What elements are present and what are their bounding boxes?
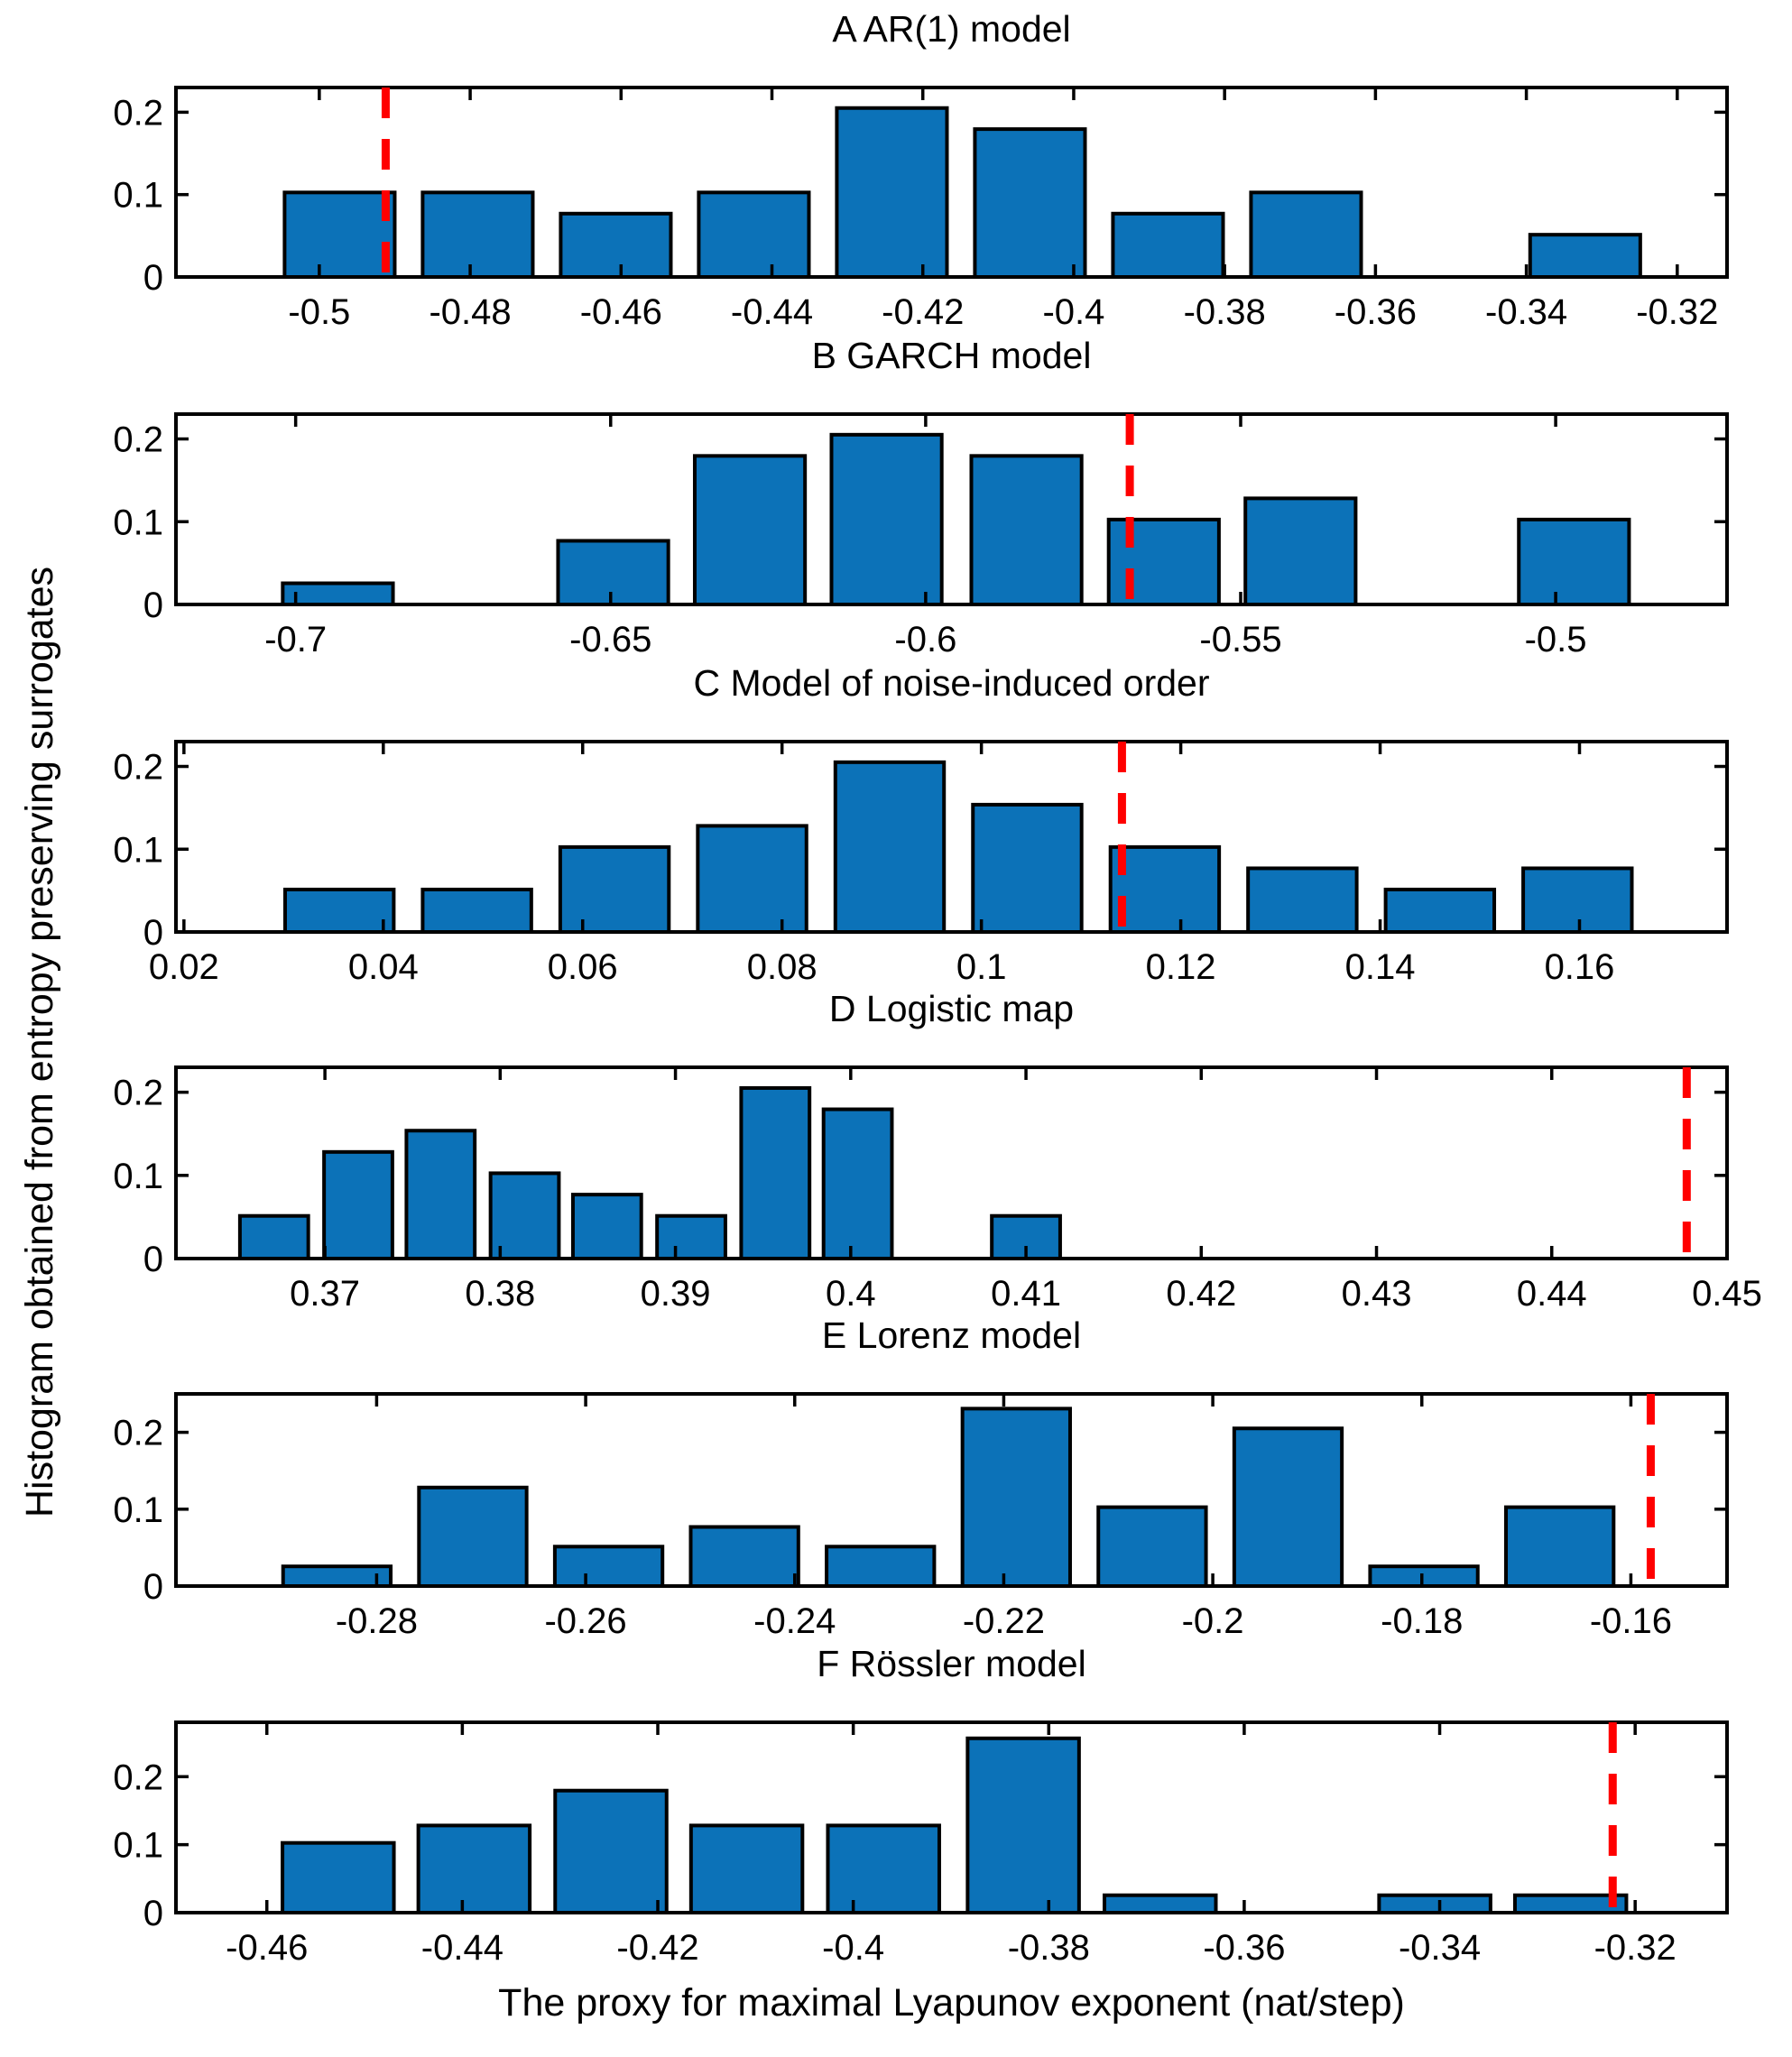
histogram-bar xyxy=(1104,1896,1215,1913)
histogram-bar xyxy=(971,456,1081,604)
x-tick-label: -0.5 xyxy=(1524,620,1587,660)
x-tick-label: -0.32 xyxy=(1636,292,1719,332)
subplot-b-title: B GARCH model xyxy=(811,335,1092,376)
y-tick-label: 0 xyxy=(143,1894,163,1933)
x-tick-label: -0.46 xyxy=(579,292,662,332)
subplot-d xyxy=(113,1067,1762,1314)
histogram-bars xyxy=(282,435,1629,604)
histogram-bar xyxy=(419,1825,530,1913)
histogram-bar xyxy=(698,192,808,277)
y-tick-label: 0.1 xyxy=(113,830,163,871)
histogram-bar xyxy=(1530,235,1640,277)
histogram-bar xyxy=(831,435,941,604)
x-tick-label: 0.14 xyxy=(1344,947,1416,987)
y-tick-label: 0 xyxy=(143,913,163,953)
histogram-bar xyxy=(560,214,670,277)
x-tick-label: 0.06 xyxy=(547,947,618,987)
histogram-bar xyxy=(283,1566,391,1586)
x-axis-label: The proxy for maximal Lyapunov exponent (nat/step) xyxy=(498,1981,1405,2025)
subplot-f-title: F Rössler model xyxy=(817,1643,1086,1684)
subplot-a-title: A AR(1) model xyxy=(832,8,1071,50)
histogram-bars xyxy=(282,1739,1626,1913)
histogram-bar xyxy=(1519,520,1629,604)
x-tick-label: -0.44 xyxy=(420,1928,503,1968)
histogram-bar xyxy=(973,805,1081,932)
x-tick-label: -0.5 xyxy=(288,292,351,332)
x-tick-label: -0.24 xyxy=(753,1601,836,1641)
x-tick-label: -0.46 xyxy=(226,1928,309,1968)
histogram-bar xyxy=(741,1088,809,1259)
histogram-bar xyxy=(282,584,393,604)
x-tick-label: -0.28 xyxy=(335,1601,418,1641)
x-tick-label: 0.1 xyxy=(956,947,1007,987)
y-tick-label: 0.1 xyxy=(113,503,163,543)
axes-frame xyxy=(176,1722,1727,1913)
histogram-bar xyxy=(1506,1508,1613,1586)
subplot-c xyxy=(113,742,1727,987)
x-tick-label: 0.45 xyxy=(1692,1274,1762,1314)
x-tick-label: -0.7 xyxy=(264,620,328,660)
x-tick-label: 0.42 xyxy=(1166,1274,1237,1314)
x-tick-label: 0.16 xyxy=(1544,947,1615,987)
histogram-bar xyxy=(1234,1428,1342,1586)
histogram-bars xyxy=(284,108,1640,277)
histogram-bar xyxy=(491,1173,559,1259)
subplot-d-title: D Logistic map xyxy=(828,988,1075,1029)
y-tick-label: 0.2 xyxy=(113,420,163,460)
y-tick-label: 0.2 xyxy=(113,747,163,788)
histogram-bar xyxy=(284,192,394,277)
histogram-bar xyxy=(1109,520,1219,604)
histogram-bar xyxy=(1379,1896,1490,1913)
histogram-bar xyxy=(419,1488,526,1586)
x-tick-label: 0.44 xyxy=(1516,1274,1587,1314)
histogram-bars xyxy=(283,1408,1614,1586)
histogram-bar xyxy=(827,1825,938,1913)
axes-frame xyxy=(176,414,1727,604)
histogram-bar xyxy=(240,1216,309,1259)
histogram-bar xyxy=(282,1843,393,1913)
y-tick-label: 0.1 xyxy=(113,1825,163,1866)
x-tick-label: -0.2 xyxy=(1181,1601,1244,1641)
axes-frame xyxy=(176,1394,1727,1586)
histogram-bar xyxy=(827,1546,934,1586)
x-tick-label: 0.43 xyxy=(1341,1274,1412,1314)
x-tick-label: -0.48 xyxy=(429,292,512,332)
x-tick-label: -0.42 xyxy=(882,292,965,332)
y-tick-label: 0 xyxy=(143,586,163,625)
x-tick-label: -0.22 xyxy=(962,1601,1046,1641)
histogram-bar xyxy=(1523,868,1631,932)
y-tick-label: 0 xyxy=(143,1567,163,1607)
histogram-bar xyxy=(967,1739,1078,1913)
subplot-e-title: E Lorenz model xyxy=(821,1314,1082,1356)
y-tick-label: 0.1 xyxy=(113,1156,163,1196)
subplot-c-title: C Model of noise-induced order xyxy=(693,662,1210,704)
histogram-bar xyxy=(697,826,806,932)
x-tick-label: -0.34 xyxy=(1485,292,1568,332)
x-tick-label: 0.37 xyxy=(290,1274,361,1314)
y-tick-label: 0.1 xyxy=(113,1490,163,1530)
x-tick-label: 0.41 xyxy=(991,1274,1061,1314)
histogram-bar xyxy=(824,1110,892,1259)
x-tick-label: -0.36 xyxy=(1203,1928,1286,1968)
histogram-bar xyxy=(1386,890,1494,932)
x-tick-label: -0.55 xyxy=(1199,620,1282,660)
subplot-a xyxy=(113,88,1727,332)
subplot-f xyxy=(113,1722,1727,1968)
x-tick-label: -0.65 xyxy=(569,620,652,660)
x-tick-label: -0.36 xyxy=(1334,292,1417,332)
y-tick-label: 0.2 xyxy=(113,93,163,134)
histogram-bar xyxy=(975,129,1085,277)
x-tick-label: -0.26 xyxy=(544,1601,627,1641)
histogram-bars xyxy=(240,1088,1060,1259)
histogram-bar xyxy=(422,890,531,932)
histogram-bar xyxy=(836,762,944,932)
histogram-bar xyxy=(1248,868,1356,932)
histogram-bar xyxy=(324,1152,393,1259)
x-tick-label: 0.04 xyxy=(347,947,419,987)
histogram-bar xyxy=(963,1408,1070,1586)
histogram-bar xyxy=(422,192,532,277)
histogram-bar xyxy=(285,890,393,932)
histogram-bar xyxy=(406,1130,475,1259)
x-tick-label: -0.42 xyxy=(616,1928,699,1968)
histogram-bar xyxy=(560,847,669,932)
x-tick-label: -0.34 xyxy=(1398,1928,1482,1968)
histogram-bar xyxy=(1251,192,1361,277)
x-tick-label: -0.38 xyxy=(1007,1928,1090,1968)
y-tick-label: 0.1 xyxy=(113,175,163,216)
x-tick-label: -0.4 xyxy=(1042,292,1105,332)
subplot-b xyxy=(113,414,1727,660)
x-tick-label: -0.44 xyxy=(730,292,814,332)
y-tick-label: 0 xyxy=(143,258,163,298)
x-tick-label: 0.38 xyxy=(465,1274,536,1314)
histogram-bar xyxy=(555,1791,666,1913)
x-tick-label: -0.6 xyxy=(894,620,957,660)
histogram-bar xyxy=(555,1546,662,1586)
x-tick-label: -0.16 xyxy=(1589,1601,1673,1641)
histogram-bar xyxy=(1111,847,1219,932)
x-tick-label: 0.39 xyxy=(640,1274,711,1314)
axes-frame xyxy=(176,88,1727,277)
x-tick-label: 0.4 xyxy=(826,1274,876,1314)
histogram-bar xyxy=(573,1195,642,1259)
y-tick-label: 0.2 xyxy=(113,1073,163,1113)
y-tick-label: 0.2 xyxy=(113,1757,163,1798)
histogram-bar xyxy=(695,456,805,604)
x-tick-label: -0.18 xyxy=(1381,1601,1464,1641)
histogram-bar xyxy=(690,1527,798,1586)
histogram-bar xyxy=(1098,1508,1205,1586)
x-tick-label: -0.32 xyxy=(1593,1928,1677,1968)
x-tick-label: 0.02 xyxy=(148,947,219,987)
histogram-bars xyxy=(285,762,1632,932)
y-tick-label: 0 xyxy=(143,1240,163,1279)
histogram-bar xyxy=(1113,214,1223,277)
histogram-bar xyxy=(558,540,668,604)
histogram-bar xyxy=(691,1825,802,1913)
subplot-e xyxy=(113,1394,1727,1641)
y-tick-label: 0.2 xyxy=(113,1413,163,1453)
histogram-bar xyxy=(1245,498,1355,604)
x-tick-label: 0.08 xyxy=(746,947,817,987)
histogram-bar xyxy=(836,108,947,277)
x-tick-label: -0.4 xyxy=(822,1928,885,1968)
histogram-bar xyxy=(1370,1566,1477,1586)
x-tick-label: -0.38 xyxy=(1183,292,1266,332)
x-tick-label: 0.12 xyxy=(1145,947,1216,987)
y-axis-label: Histogram obtained from entropy preserving surrogates xyxy=(18,566,61,1517)
histogram-bar xyxy=(657,1216,725,1259)
